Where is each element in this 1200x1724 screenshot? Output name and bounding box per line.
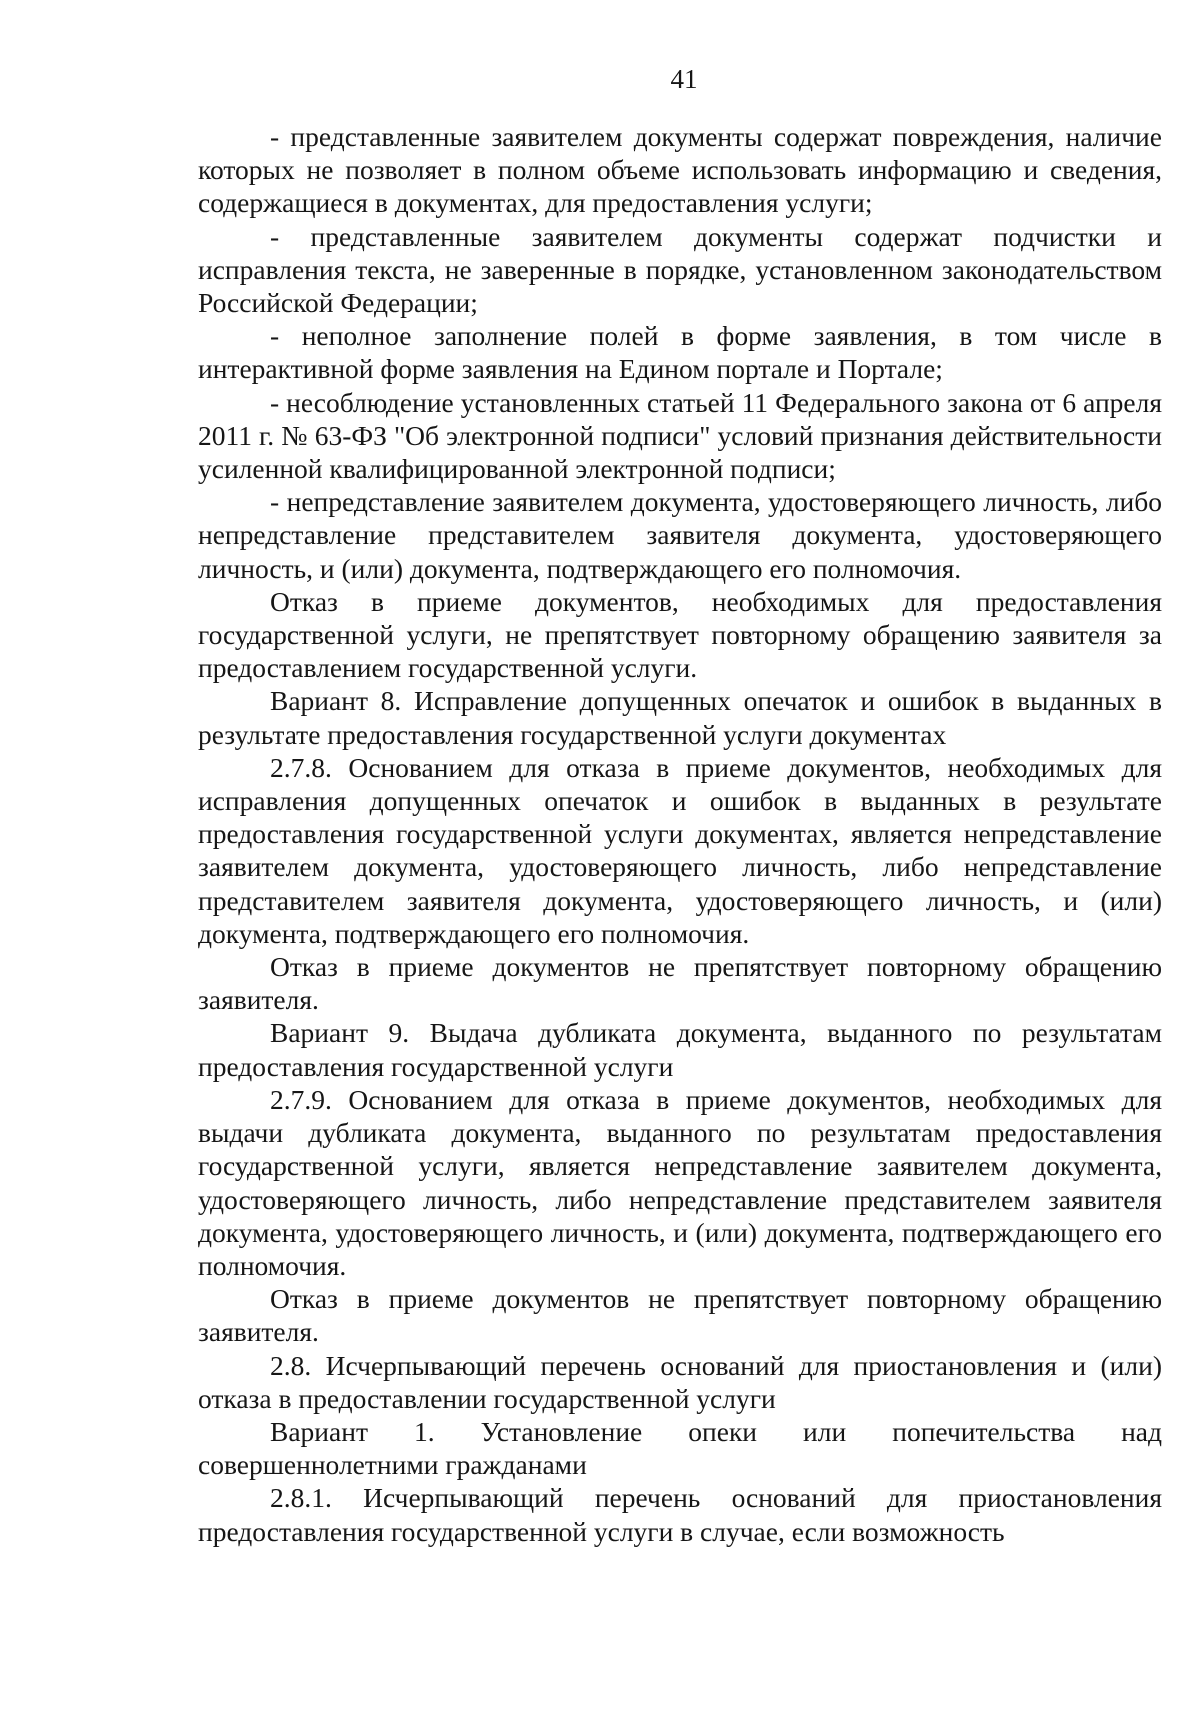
document-body — [198, 120, 1162, 1548]
section-2-8-1: 2.8.1. Исчерпывающий перечень оснований для приостановления предоставления государственной услуги в случае, если возможность — [198, 1482, 1162, 1547]
page-number: 41 — [670, 64, 698, 94]
paragraph-erasures-corrections: - представленные заявителем документы содержат подчистки и исправления текста, не заверенные в порядке, установленном законодательством Российской Федерации; — [198, 220, 1162, 319]
paragraph-damaged-documents: - представленные заявителем документы содержат повреждения, наличие которых не позволяет в полном объеме использовать информацию и сведения, содержащиеся в документах, для предоставления услуги; — [198, 121, 1162, 219]
paragraph-incomplete-form: - неполное заполнение полей в форме заявления, в том числе в интерактивной форме заявления на Едином портале и Портале; — [198, 320, 1162, 385]
paragraph-identity-document: - непредставление заявителем документа, удостоверяющего личность, либо непредставление представителем заявителя документа, удостоверяющего личность, и (или) документа, подтверждающего его полномочия. — [198, 486, 1162, 584]
variant-1-heading: Вариант 1. Установление опеки или попечительства над совершеннолетними гражданами — [198, 1415, 1162, 1481]
variant-9-heading: Вариант 9. Выдача дубликата документа, выданного по результатам предоставления государственной услуги — [198, 1017, 1162, 1082]
section-2-7-8: 2.7.8. Основанием для отказа в приеме документов, необходимых для исправления допущенных опечаток и ошибок в выданных в результате предоставления государственной услуги документах, является непредставление заявителем документа, удостоверяющего личность, либо непредставление представителем заявителя документа, удостоверяющего личность, и (или) документа, подтверждающего его полномочия. — [198, 751, 1162, 949]
section-2-7-9: 2.7.9. Основанием для отказа в приеме документов, необходимых для выдачи дубликата документа, выданного по результатам предоставления государственной услуги, является непредставление заявителем документа, удостоверяющего личность, либо непредставление представителем заявителя документа, удостоверяющего личность, и (или) документа, подтверждающего его полномочия. — [198, 1083, 1162, 1281]
paragraph-refusal-note: Отказ в приеме документов, необходимых для предоставления государственной услуги, не препятствует повторному обращению заявителя за предоставлением государственной услуги. — [198, 585, 1162, 684]
paragraph-refusal-note-3: Отказ в приеме документов не препятствует повторному обращению заявителя. — [198, 1283, 1162, 1348]
variant-8-heading: Вариант 8. Исправление допущенных опечаток и ошибок в выданных в результате предоставления государственной услуги документах — [198, 685, 1162, 750]
section-2-8-heading: 2.8. Исчерпывающий перечень оснований для приостановления и (или) отказа в предоставлении государственной услуги — [198, 1349, 1162, 1414]
paragraph-electronic-signature: - несоблюдение установленных статьей 11 Федерального закона от 6 апреля 2011 г. № 63-ФЗ "Об электронной подписи" условий признания действительности усиленной квалифицированной электронной подписи; — [198, 386, 1162, 485]
paragraph-refusal-note-2: Отказ в приеме документов не препятствует повторному обращению заявителя. — [198, 951, 1162, 1016]
